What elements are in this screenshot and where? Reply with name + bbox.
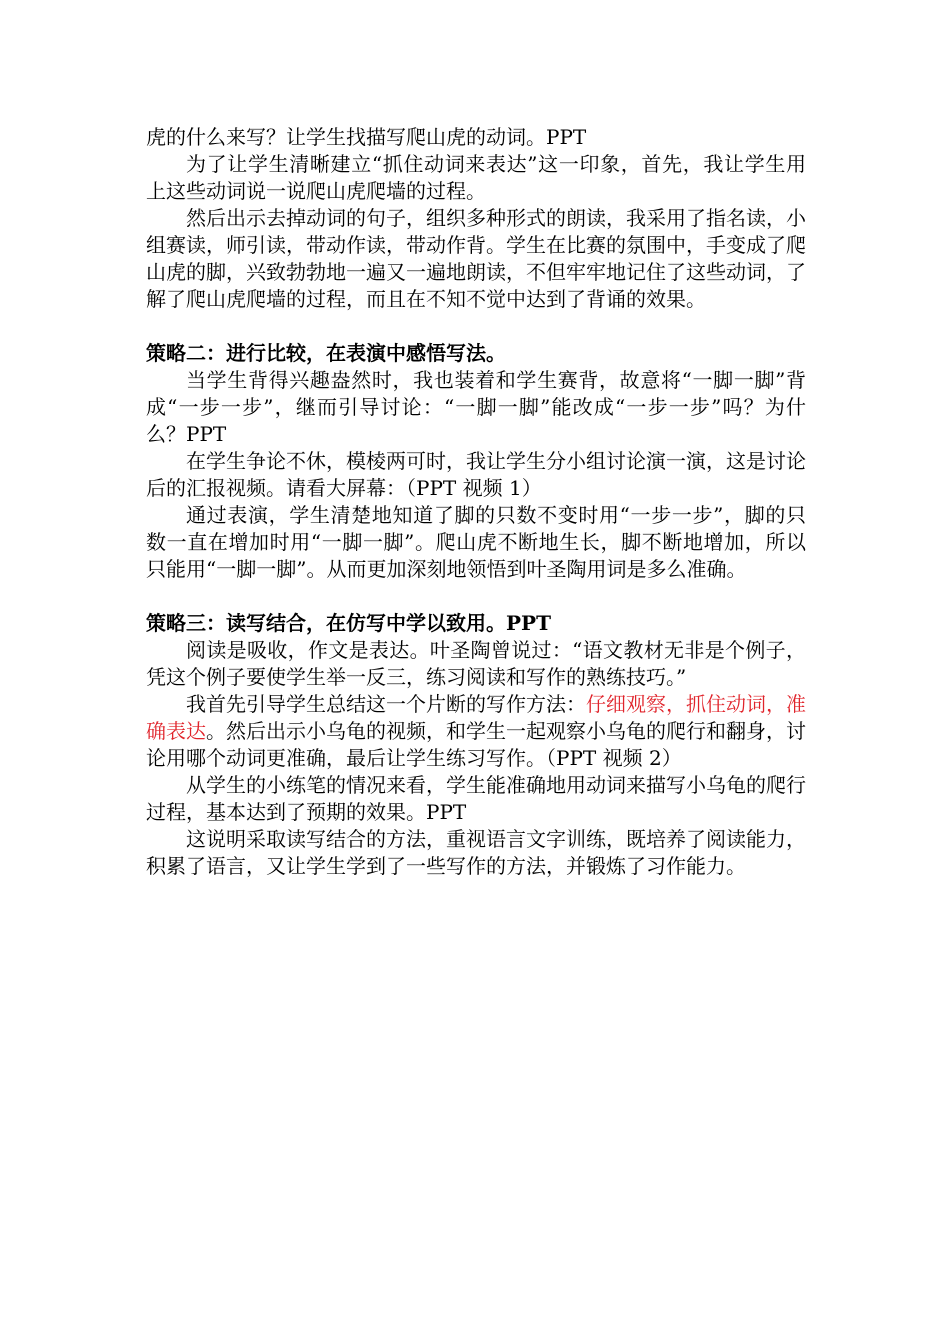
strategy-two-heading: 策略二：进行比较，在表演中感悟写法。 [146,341,506,365]
paragraph-practice-result: 从学生的小练笔的情况来看，学生能准确地用动词来描写小乌龟的爬行过程，基本达到了预期的效果。PPT [146,773,806,824]
section-spacer [146,313,806,340]
paragraph-writing-method [146,691,806,772]
paragraph-group-discussion: 在学生争论不休，模棱两可时，我让学生分小组讨论演一演，这是讨论后的汇报视频。请看大屏幕：（PPT 视频 1） [146,449,806,500]
paragraph-continuation: 虎的什么来写？让学生找描写爬山虎的动词。PPT [146,125,587,149]
section-spacer [146,583,806,610]
paragraph-verb-expression: 为了让学生清晰建立“抓住动词来表达”这一印象，首先，我让学生用上这些动词说一说爬山虎爬墙的过程。 [146,152,806,203]
paragraph-performance-result: 通过表演，学生清楚地知道了脚的只数不变时用“一步一步”，脚的只数一直在增加时用“一脚一脚”。爬山虎不断地生长，脚不断地增加，所以只能用“一脚一脚”。从而更加深刻地领悟到叶圣陶用词是多么准确。 [146,503,806,581]
writing-method-text-before: 我首先引导学生总结这一个片断的写作方法： [186,692,586,716]
writing-method-highlight: 仔细观察，抓住动词，准确表达 [146,692,806,743]
document-page [146,124,806,880]
paragraph-reading-absorption: 阅读是吸收，作文是表达。叶圣陶曾说过：“语文教材无非是个例子，凭这个例子要使学生举一反三，练习阅读和写作的熟练技巧。” [146,638,806,689]
paragraph-conclusion: 这说明采取读写结合的方法，重视语言文字训练，既培养了阅读能力，积累了语言，又让学生学到了一些写作的方法，并锻炼了习作能力。 [146,827,806,878]
paragraph-comparison: 当学生背得兴趣盎然时，我也装着和学生赛背，故意将“一脚一脚”背成“一步一步”，继而引导讨论：“一脚一脚”能改成“一步一步”吗？为什么？PPT [146,368,806,446]
strategy-three-heading: 策略三：读写结合，在仿写中学以致用。PPT [146,611,551,635]
writing-method-text-after: 。然后出示小乌龟的视频，和学生一起观察小乌龟的爬行和翻身，讨论用哪个动词更准确，最后让学生练习写作。（PPT 视频 2） [146,719,806,770]
paragraph-reading-practice: 然后出示去掉动词的句子，组织多种形式的朗读，我采用了指名读，小组赛读，师引读，带动作读，带动作背。学生在比赛的氛围中，手变成了爬山虎的脚，兴致勃勃地一遍又一遍地朗读，不但牢牢地记住了这些动词，了解了爬山虎爬墙的过程，而且在不知不觉中达到了背诵的效果。 [146,206,806,311]
